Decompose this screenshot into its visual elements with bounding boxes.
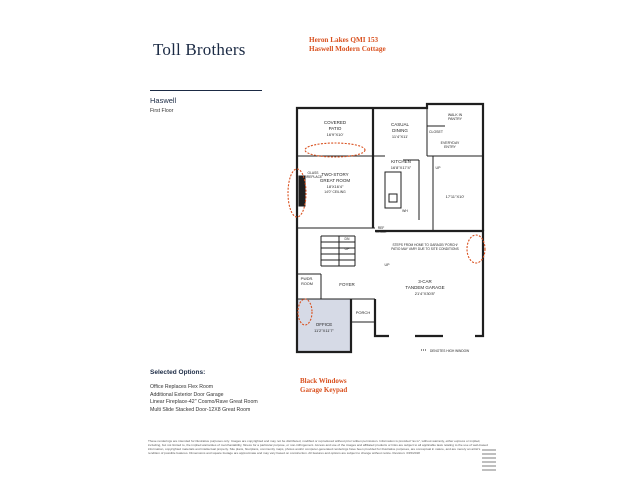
floor-label: First Floor — [150, 108, 174, 114]
office-label: OFFICE — [315, 322, 333, 327]
title-rule — [150, 90, 262, 91]
closet-label: CLOSET — [428, 130, 444, 134]
stairs-up-label: UP — [344, 247, 350, 251]
great-room-size: 18'X16'4" — [326, 184, 344, 189]
garage-up-label: UP — [384, 263, 390, 267]
option-item: Multi Slide Stacked Door-12X8 Great Room — [150, 407, 251, 414]
wh-label: WH — [402, 209, 408, 213]
annotation-line-1: Heron Lakes QMI 153 — [309, 36, 379, 44]
great-room-label: TWO-STORY — [321, 172, 349, 177]
covered-patio-label-2: PATIO — [328, 126, 342, 131]
ref-space-label-2: SPACE — [375, 230, 387, 234]
markup-oval-patio — [305, 143, 365, 157]
garage-size: 21'4"X30'8" — [414, 291, 436, 296]
high-window-note: DENOTES HIGH WINDOW — [430, 349, 470, 353]
fireplace-label-2: FIREPLACE — [303, 175, 323, 179]
everyday-entry-label: EVERYDAY — [440, 141, 460, 145]
foyer-label: FOYER — [339, 282, 355, 287]
option-item: Additional Exterior Door Garage — [150, 391, 224, 398]
brand-logo: Toll Brothers — [153, 40, 246, 59]
steps-note-1: STEPS FROM HOME TO GARAGE/ PORCH/ — [392, 243, 458, 247]
casual-dining-label-2: DINING — [392, 128, 408, 133]
great-room-label-2: GREAT ROOM — [319, 178, 351, 183]
covered-patio-label: COVERED — [323, 120, 347, 125]
covered-patio-size: 16'9"X10' — [326, 132, 344, 137]
model-name: Haswell — [150, 96, 177, 105]
high-window-legend — [421, 349, 469, 353]
disclaimer-text: These renderings are intended for illustrative purposes only. Images are copyrighted and may not be distributed, modified or reproduced without prior written permission. Information is provided "as is", without warranty, either express or implied, including, but not limited to, the implied warranties of merchantability, fitness for a particular purpose, or non-infringement. Access and use of the images and affiliated products or links are subject to all applicable laws relating to the use of web-based information, copyrighted materials and intellectual property. Site plans, floorplans, community maps, photos and/or computer-generated renderings have been provided for illustrative purposes, are conceptual in nature, and are merely an artist's rendition of possible features. Dimensions and square footage are approximate and may vary based on construction. All features and options are subject to change without notice. Revision: 3/15/2018 — [148, 439, 488, 455]
option-item: Linear Fireplace-42" Cosmo/Rave Great Room — [150, 399, 258, 406]
pwdr-label-2: ROOM — [301, 282, 313, 286]
porch-label: PORCH — [355, 310, 371, 315]
flex-size: 17'11"X10' — [445, 194, 465, 199]
selected-options-title: Selected Options: — [150, 369, 206, 376]
option-item: Office Replaces Flex Room — [150, 384, 214, 390]
kitchen-label: KITCHEN — [391, 159, 411, 164]
office-size: 11'2"X11'7" — [314, 328, 334, 333]
casual-dining-label: CASUAL — [390, 122, 410, 127]
handwritten-note-1: Black Windows — [300, 377, 347, 385]
dn-label: DN — [344, 237, 350, 241]
pwdr-label: PWDR. — [300, 277, 314, 281]
steps-note-2: PATIO MAY VARY DUE TO SITE CONDITIONS — [391, 247, 459, 251]
page-mark — [482, 449, 496, 471]
fireplace-label: GLASS — [307, 171, 319, 175]
casual-dining-size: 11'4"X11' — [391, 134, 409, 139]
walk-in-pantry-label-2: PANTRY — [448, 117, 462, 121]
stairs — [321, 236, 355, 266]
annotation-line-2: Haswell Modern Cottage — [309, 45, 386, 53]
floor-plan — [285, 100, 505, 362]
everyday-entry-label-2: ENTRY — [444, 145, 456, 149]
handwritten-note-2: Garage Keypad — [300, 386, 348, 394]
great-room-ceiling: 14'0" CEILING — [324, 190, 346, 194]
ref-space-label: REF — [377, 226, 385, 230]
selected-options-list — [150, 384, 258, 415]
entry-up-label: UP — [435, 166, 441, 170]
kitchen-size: 16'8"X17'4" — [390, 165, 412, 170]
walk-in-pantry-label: WALK IN — [447, 113, 463, 117]
garage-label-2: TANDEM GARAGE — [405, 285, 445, 290]
garage-label: 3-CAR — [418, 279, 432, 284]
